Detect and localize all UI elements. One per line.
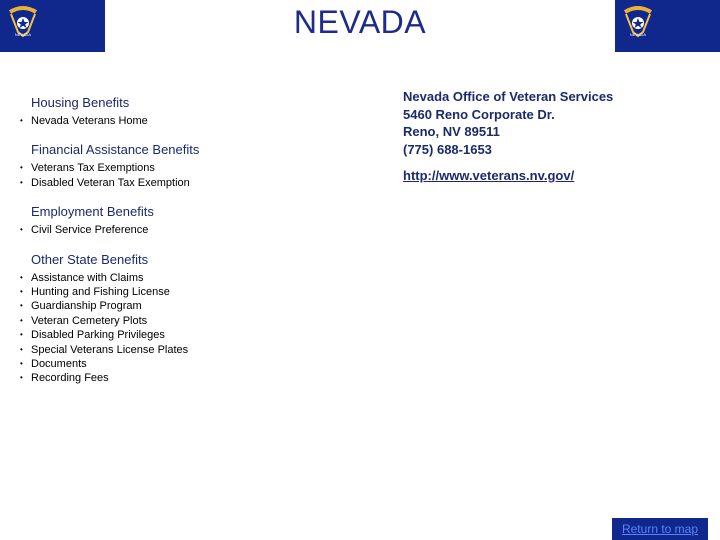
- list-item: • Guardianship Program: [20, 299, 380, 313]
- housing-heading: Housing Benefits: [31, 95, 130, 110]
- list-item: • Disabled Veteran Tax Exemption: [20, 176, 380, 190]
- financial-heading: Financial Assistance Benefits: [31, 142, 200, 158]
- other-section: [20, 252, 380, 386]
- financial-section: [20, 142, 380, 190]
- list-item: • Documents: [20, 357, 380, 371]
- website-link[interactable]: http://www.veterans.nv.gov/: [403, 168, 575, 183]
- svg-text:NEVADA: NEVADA: [14, 32, 32, 37]
- list-item: • Special Veterans License Plates: [20, 343, 380, 357]
- employment-section: [20, 204, 380, 237]
- svg-text:NEVADA: NEVADA: [629, 32, 647, 37]
- list-item: • Civil Service Preference: [20, 223, 380, 237]
- page-title: NEVADA: [293, 4, 427, 40]
- state-seal-icon: [621, 2, 655, 40]
- city-address: Reno, NV 89511: [403, 124, 500, 139]
- housing-section: [20, 95, 380, 128]
- list-item: • Hunting and Fishing License: [20, 285, 380, 299]
- benefits-list: [20, 95, 380, 398]
- other-heading: Other State Benefits: [31, 251, 149, 267]
- contact-info: [403, 88, 613, 185]
- list-item: • Veteran Cemetery Plots: [20, 314, 380, 328]
- list-item: • Veterans Tax Exemptions: [20, 161, 380, 175]
- list-item: • Recording Fees: [20, 371, 380, 385]
- list-item: • Assistance with Claims: [20, 271, 380, 285]
- list-item: • Disabled Parking Privileges: [20, 328, 380, 342]
- phone-number: (775) 688-1653: [403, 141, 492, 157]
- nevada-flag-right: [615, 0, 720, 52]
- office-name: Nevada Office of Veteran Services: [403, 89, 614, 104]
- street-address: 5460 Reno Corporate Dr.: [403, 106, 555, 122]
- return-to-map-button[interactable]: Return to map: [612, 518, 708, 540]
- list-item: • Nevada Veterans Home: [20, 114, 380, 128]
- employment-heading: Employment Benefits: [31, 204, 154, 220]
